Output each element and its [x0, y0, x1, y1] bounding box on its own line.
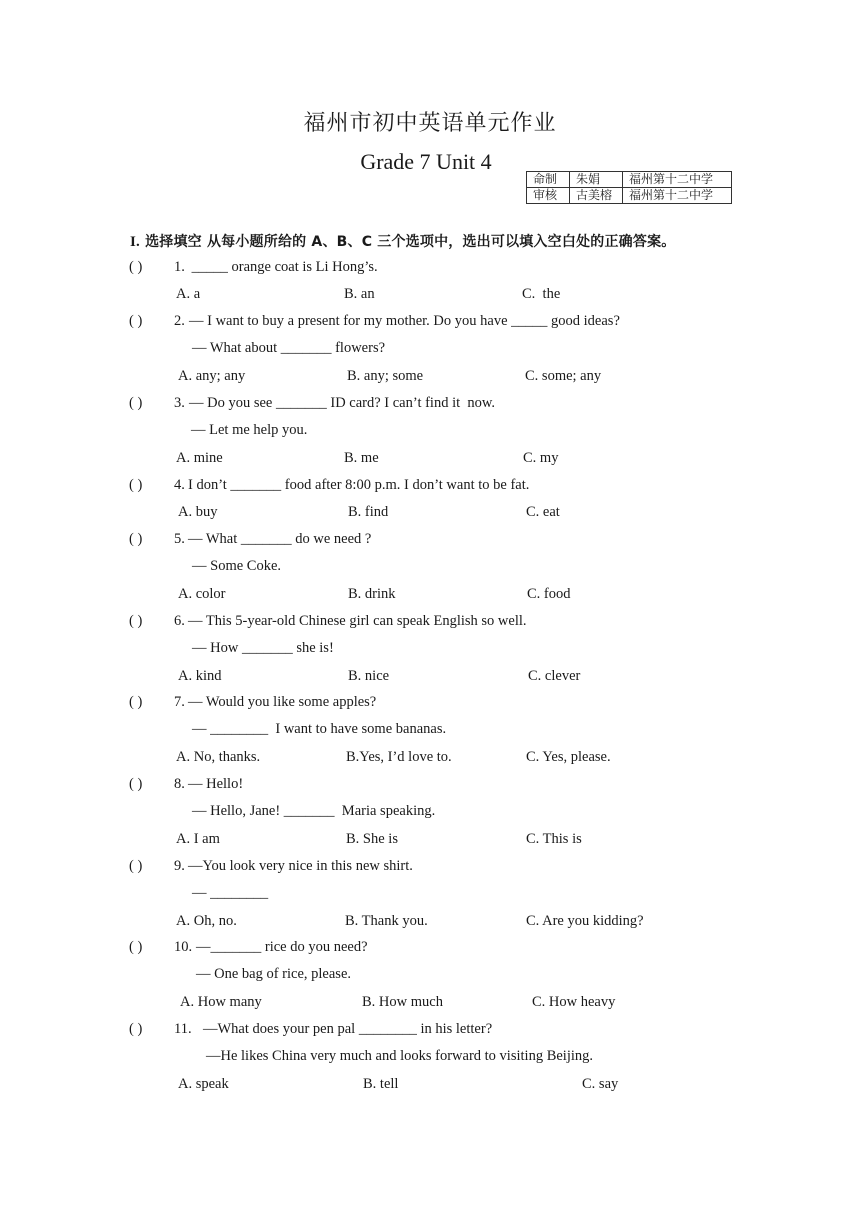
- answer-blank[interactable]: ( ): [129, 395, 143, 411]
- option-c[interactable]: C. clever: [528, 667, 581, 684]
- question-number: 11.: [174, 1021, 192, 1037]
- option-c[interactable]: C. eat: [526, 504, 560, 521]
- option-a[interactable]: A. Oh, no.: [176, 912, 237, 929]
- credits-row: [527, 188, 732, 204]
- credits-row: [527, 172, 732, 188]
- question-number: 7.: [174, 694, 185, 710]
- option-b[interactable]: B. She is: [346, 830, 398, 847]
- option-a[interactable]: A. How many: [180, 993, 262, 1010]
- option-b[interactable]: B. Thank you.: [345, 912, 428, 929]
- question-stem: — I want to buy a present for my mother. Do you have _____ good ideas?: [189, 313, 620, 329]
- question-line: — ________ I want to have some bananas.: [192, 721, 447, 738]
- question-line: — How _______ she is!: [192, 640, 334, 657]
- option-b[interactable]: B. an: [344, 286, 375, 303]
- question-line: — ________: [192, 885, 269, 902]
- question-line: — Let me help you.: [191, 422, 308, 439]
- question-number: 10.: [174, 939, 193, 955]
- question-number: 8.: [174, 776, 185, 792]
- option-a[interactable]: A. buy: [178, 504, 218, 521]
- option-b[interactable]: B. find: [348, 504, 389, 521]
- answer-blank[interactable]: ( ): [129, 313, 143, 329]
- option-b[interactable]: B. drink: [348, 585, 396, 602]
- question-line: — Hello, Jane! _______ Maria speaking.: [192, 803, 436, 820]
- answer-blank[interactable]: ( ): [129, 259, 143, 275]
- question-number: 1.: [174, 259, 185, 275]
- section-number: I.: [130, 234, 140, 250]
- question-number: 2.: [174, 313, 185, 329]
- credits-role: 审核: [527, 188, 570, 204]
- credits-name: 古美榕: [570, 188, 623, 204]
- answer-blank[interactable]: ( ): [129, 477, 143, 493]
- answer-blank[interactable]: ( ): [129, 776, 143, 792]
- option-c[interactable]: C. This is: [526, 830, 582, 847]
- option-c[interactable]: C. the: [522, 286, 561, 303]
- page-subtitle: Grade 7 Unit 4: [360, 149, 492, 174]
- option-c[interactable]: C. say: [582, 1075, 619, 1092]
- option-c[interactable]: C. Yes, please.: [526, 748, 611, 765]
- question-stem: _____ orange coat is Li Hong’s.: [188, 259, 378, 275]
- question-stem: I don’t _______ food after 8:00 p.m. I don’t want to be fat.: [188, 477, 530, 493]
- question-number: 6.: [174, 613, 185, 629]
- question-stem: — Hello!: [188, 776, 244, 792]
- credits-role: 命制: [527, 172, 570, 188]
- answer-blank[interactable]: ( ): [129, 1021, 143, 1037]
- credits-table: [526, 171, 732, 204]
- option-a[interactable]: A. speak: [178, 1075, 229, 1092]
- option-a[interactable]: A. any; any: [178, 367, 246, 384]
- option-a[interactable]: A. color: [178, 585, 226, 602]
- question-number: 4.: [174, 477, 185, 493]
- page-title: 福州市初中英语单元作业: [303, 110, 557, 135]
- option-b[interactable]: B. How much: [362, 993, 443, 1010]
- answer-blank[interactable]: ( ): [129, 531, 143, 547]
- option-b[interactable]: B. nice: [348, 667, 390, 684]
- option-a[interactable]: A. a: [176, 286, 201, 303]
- section-heading: [130, 231, 675, 251]
- question-line: — What about _______ flowers?: [192, 340, 386, 357]
- question-stem: — This 5-year-old Chinese girl can speak English so well.: [188, 613, 527, 629]
- credits-name: 朱娟: [570, 172, 623, 188]
- question-stem: —You look very nice in this new shirt.: [188, 858, 413, 874]
- question-number: 3.: [174, 395, 185, 411]
- question-line: — Some Coke.: [192, 558, 282, 575]
- option-b[interactable]: B. me: [344, 449, 379, 466]
- option-c[interactable]: C. my: [523, 449, 559, 466]
- credits-school: 福州第十二中学: [623, 188, 732, 204]
- question-line: — One bag of rice, please.: [196, 966, 352, 983]
- option-c[interactable]: C. some; any: [525, 367, 602, 384]
- question-stem: — What _______ do we need ?: [188, 531, 372, 547]
- answer-blank[interactable]: ( ): [129, 694, 143, 710]
- section-instructions: 选择填空 从每小题所给的 A、B、C 三个选项中，选出可以填入空白处的正确答案。: [140, 234, 676, 250]
- question-number: 9.: [174, 858, 185, 874]
- question-number: 5.: [174, 531, 185, 547]
- question-stem: —_______ rice do you need?: [196, 939, 368, 955]
- option-c[interactable]: C. Are you kidding?: [526, 912, 644, 929]
- option-b[interactable]: B. any; some: [347, 367, 424, 384]
- question-stem: — Would you like some apples?: [188, 694, 377, 710]
- question-line: —He likes China very much and looks forward to visiting Beijing.: [206, 1048, 594, 1065]
- option-b[interactable]: B. tell: [363, 1075, 399, 1092]
- option-b[interactable]: B.Yes, I’d love to.: [346, 748, 452, 765]
- option-a[interactable]: A. I am: [176, 830, 220, 847]
- option-c[interactable]: C. food: [527, 585, 571, 602]
- answer-blank[interactable]: ( ): [129, 939, 143, 955]
- option-a[interactable]: A. mine: [176, 449, 223, 466]
- option-c[interactable]: C. How heavy: [532, 993, 616, 1010]
- credits-school: 福州第十二中学: [623, 172, 732, 188]
- question-stem: —What does your pen pal ________ in his letter?: [203, 1021, 493, 1037]
- option-a[interactable]: A. kind: [178, 667, 222, 684]
- answer-blank[interactable]: ( ): [129, 613, 143, 629]
- question-stem: — Do you see _______ ID card? I can’t find it now.: [189, 395, 496, 411]
- option-a[interactable]: A. No, thanks.: [176, 748, 261, 765]
- answer-blank[interactable]: ( ): [129, 858, 143, 874]
